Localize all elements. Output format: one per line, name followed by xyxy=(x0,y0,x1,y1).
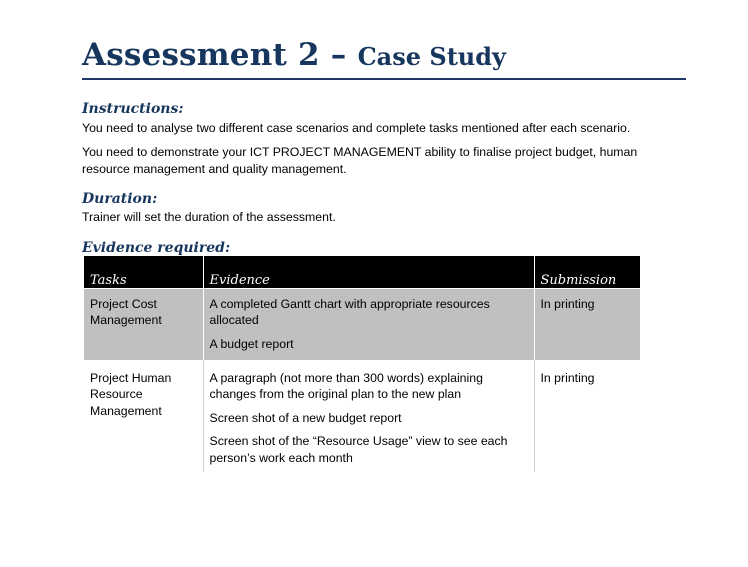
evidence-item: A completed Gantt chart with appropriate resources allocated xyxy=(209,296,490,327)
title-main: Assessment 2 – xyxy=(82,37,347,73)
instructions-heading: Instructions: xyxy=(82,101,184,117)
evidence-table xyxy=(84,256,640,472)
table-row xyxy=(84,360,640,473)
evidence-item: Screen shot of a new budget report xyxy=(209,410,402,425)
evidence-item: A budget report xyxy=(209,336,294,351)
table-row xyxy=(84,288,640,360)
duration-heading: Duration: xyxy=(82,191,158,207)
duration-text: Trainer will set the duration of the assessment. xyxy=(82,210,336,224)
instructions-paragraph-2: You need to demonstrate your ICT PROJECT MANAGEMENT ability to finalise project budget, human resource management and quality management. xyxy=(82,145,638,176)
evidence-cell xyxy=(203,360,534,473)
column-header-tasks: Tasks xyxy=(84,256,203,288)
title-sub: Case Study xyxy=(357,42,506,71)
evidence-item: A paragraph (not more than 300 words) explaining changes from the original plan to the new plan xyxy=(209,370,483,401)
evidence-cell xyxy=(203,288,534,360)
task-cell: Project Cost Management xyxy=(84,288,203,360)
table-header-row xyxy=(84,256,640,288)
submission-cell: In printing xyxy=(534,360,640,473)
column-header-submission: Submission xyxy=(534,256,640,288)
submission-cell: In printing xyxy=(534,288,640,360)
task-cell: Project Human Resource Management xyxy=(90,370,172,418)
page-title xyxy=(82,34,506,77)
title-block xyxy=(82,34,686,80)
evidence-heading: Evidence required: xyxy=(82,240,231,256)
column-header-evidence: Evidence xyxy=(203,256,534,288)
evidence-item: Screen shot of the “Resource Usage” view to see each person’s work each month xyxy=(209,434,508,465)
instructions-paragraph-1: You need to analyse two different case scenarios and complete tasks mentioned after each scenario. xyxy=(82,121,631,135)
